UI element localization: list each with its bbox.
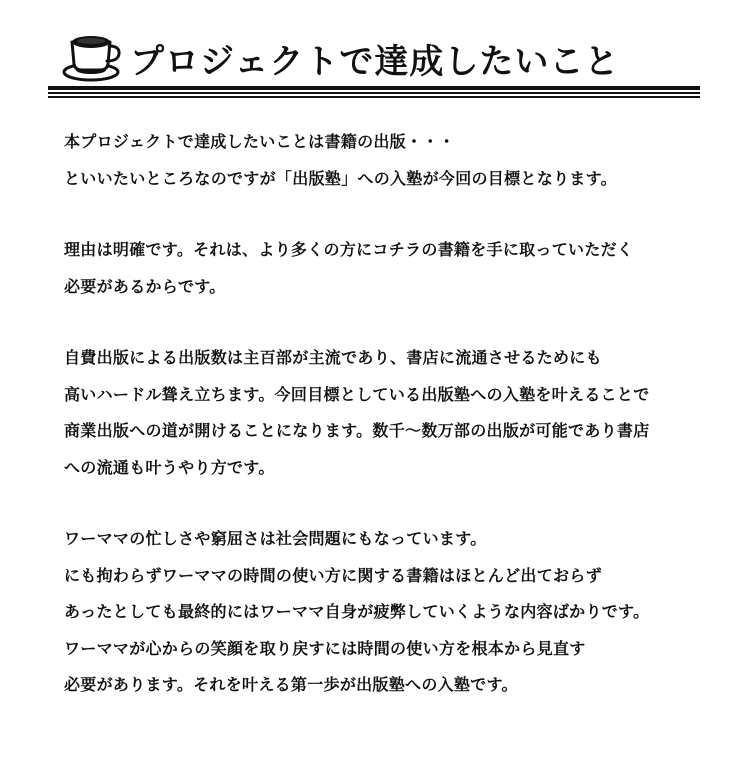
paragraph-working-moms (64, 521, 734, 704)
text-line: 高いハードル聳え立ちます。今回目標としている出版塾への入塾を叶えることで (64, 384, 650, 404)
page-title: プロジェクトで達成したいこと (130, 42, 620, 82)
text-line: 本プロジェクトで達成したいことは書籍の出版・・・ (64, 132, 455, 151)
body-text (64, 124, 734, 739)
paragraph-goal (64, 124, 734, 197)
paragraph-reason (64, 232, 734, 305)
paragraph-publishing (64, 340, 734, 486)
text-line: ワーママが心からの笑顔を取り戻すには時間の使い方を根本から見直す (64, 638, 586, 658)
text-line: への流通も叶うやり方です。 (64, 457, 275, 477)
text-line: ワーママの忙しさや窮屈さは社会問題にもなっています。 (64, 529, 487, 548)
coffee-cup-icon (62, 30, 124, 82)
text-line: 自費出版による出版数は主百部が主流であり、書店に流通させるためにも (64, 348, 602, 367)
text-line: 理由は明確です。それは、より多くの方にコチラの書籍を手に取っていただく (64, 240, 634, 259)
text-line: あったとしても最終的にはワーママ自身が疲弊していくような内容ばかりです。 (64, 602, 650, 621)
page-header (0, 0, 750, 110)
title-underline (48, 86, 700, 100)
text-line: 必要があるからです。 (64, 276, 226, 296)
text-line: 商業出版への道が開けることになります。数千～数万部の出版が可能であり書店 (64, 421, 650, 440)
text-line: 必要があります。それを叶える第一歩が出版塾への入塾です。 (64, 675, 518, 694)
text-line: にも拘わらずワーママの時間の使い方に関する書籍はほとんど出ておらず (64, 565, 602, 585)
text-line: といいたいところなのですが「出版塾」への入塾が今回の目標となります。 (64, 168, 617, 188)
